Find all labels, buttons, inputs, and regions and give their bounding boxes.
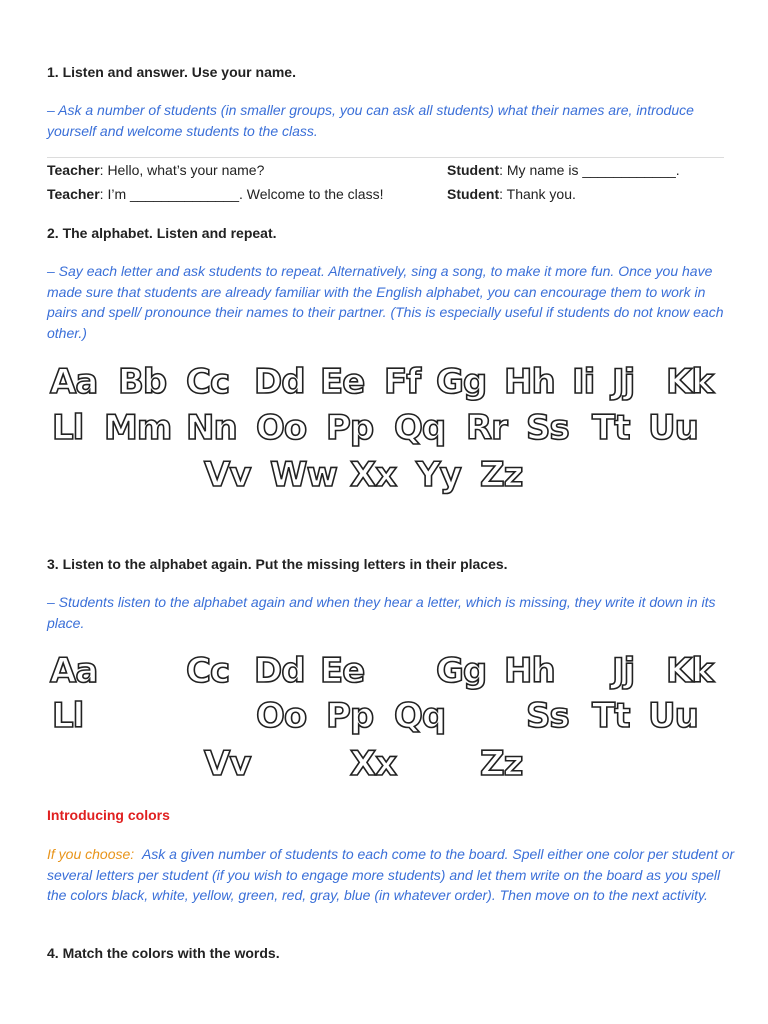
colors-note-text: Ask a given number of students to each come to the board. Spell either one color per student or several letters per student (if you wish to engage more students) and let them write on the board as you spell the colors black, white, yellow, green, red, gray, blue (in whatever order). Then move on to the next activity.	[47, 846, 735, 903]
letter-pair: Xx	[350, 455, 397, 495]
letter-pair: Gg	[436, 651, 487, 691]
speaker-label: Teacher	[47, 162, 100, 178]
letter-pair: Oo	[256, 408, 307, 448]
section-2-heading: 2. The alphabet. Listen and repeat.	[47, 225, 277, 241]
letter-pair: Zz	[480, 744, 523, 784]
dialogue-row	[47, 158, 724, 182]
letter-pair: Cc	[186, 362, 230, 402]
letter-pair: Uu	[648, 408, 698, 448]
gapped-alphabet-row-1	[0, 647, 768, 695]
speaker-label: Teacher	[47, 186, 100, 202]
letter-pair: Ee	[320, 651, 365, 691]
letter-pair: Rr	[466, 408, 507, 448]
line-text: : Thank you.	[499, 186, 576, 202]
letter-pair: Mm	[104, 408, 172, 448]
alphabet-row-2	[0, 404, 768, 452]
teacher-line	[47, 162, 264, 178]
teacher-line	[47, 186, 383, 202]
letter-pair: Ss	[526, 408, 569, 448]
letter-pair: Ll	[52, 696, 84, 736]
student-line	[447, 186, 576, 202]
letter-pair: Jj	[612, 651, 635, 691]
letter-pair: Hh	[504, 651, 555, 691]
letter-pair: Ii	[572, 362, 595, 402]
letter-pair: Pp	[326, 408, 374, 448]
letter-pair: Vv	[204, 744, 251, 784]
line-text: : My name is ____________.	[499, 162, 680, 178]
colors-instructions	[47, 844, 737, 906]
section-1-heading: 1. Listen and answer. Use your name.	[47, 64, 296, 80]
letter-pair: Ll	[52, 408, 84, 448]
letter-pair: Tt	[592, 696, 630, 736]
letter-pair: Qq	[394, 408, 446, 448]
letter-pair: Tt	[592, 408, 630, 448]
section-3-heading: 3. Listen to the alphabet again. Put the missing letters in their places.	[47, 556, 508, 572]
letter-pair: Kk	[666, 651, 713, 691]
dialogue-table	[47, 157, 724, 206]
letter-pair: Qq	[394, 696, 446, 736]
alphabet-row-3	[0, 451, 768, 499]
optional-prefix: If you choose:	[47, 846, 135, 862]
letter-pair: Xx	[350, 744, 397, 784]
letter-pair: Ee	[320, 362, 365, 402]
letter-pair: Gg	[436, 362, 487, 402]
line-text: : I’m ______________. Welcome to the class!	[99, 186, 384, 202]
letter-pair: Vv	[204, 455, 251, 495]
letter-pair: Aa	[50, 362, 98, 402]
letter-pair: Kk	[666, 362, 713, 402]
section-3-instructions: – Students listen to the alphabet again and when they hear a letter, which is missing, they write it down in its place.	[47, 594, 716, 631]
letter-pair: Ff	[384, 362, 421, 402]
letter-pair: Cc	[186, 651, 230, 691]
gapped-alphabet-row-3	[0, 740, 768, 788]
letter-pair: Pp	[326, 696, 374, 736]
colors-heading: Introducing colors	[47, 807, 170, 823]
letter-pair: Yy	[416, 455, 461, 495]
line-text: : Hello, what’s your name?	[99, 162, 265, 178]
section-2-instructions: – Say each letter and ask students to repeat. Alternatively, sing a song, to make it more fun. Once you have made sure that students are already familiar with the English alphabet, you can encourage them to work in pairs and spell/ pronounce their names to their partner. (This is especially useful if students do not know each other.)	[47, 263, 724, 341]
gapped-alphabet-row-2	[0, 692, 768, 740]
letter-pair: Dd	[254, 362, 305, 402]
alphabet-row-1	[0, 358, 768, 406]
letter-pair: Hh	[504, 362, 555, 402]
letter-pair: Zz	[480, 455, 523, 495]
letter-pair: Jj	[612, 362, 635, 402]
section-1-instructions: – Ask a number of students (in smaller groups, you can ask all students) what their names are, introduce yourself and welcome students to the class.	[47, 102, 694, 139]
letter-pair: Ww	[270, 455, 337, 495]
letter-pair: Aa	[50, 651, 98, 691]
dialogue-row	[47, 182, 724, 206]
letter-pair: Uu	[648, 696, 698, 736]
letter-pair: Oo	[256, 696, 307, 736]
letter-pair: Nn	[186, 408, 237, 448]
speaker-label: Student	[447, 186, 500, 202]
speaker-label: Student	[447, 162, 500, 178]
student-line	[447, 162, 680, 178]
section-4-heading: 4. Match the colors with the words.	[47, 945, 280, 961]
letter-pair: Ss	[526, 696, 569, 736]
letter-pair: Dd	[254, 651, 305, 691]
letter-pair: Bb	[118, 362, 167, 402]
